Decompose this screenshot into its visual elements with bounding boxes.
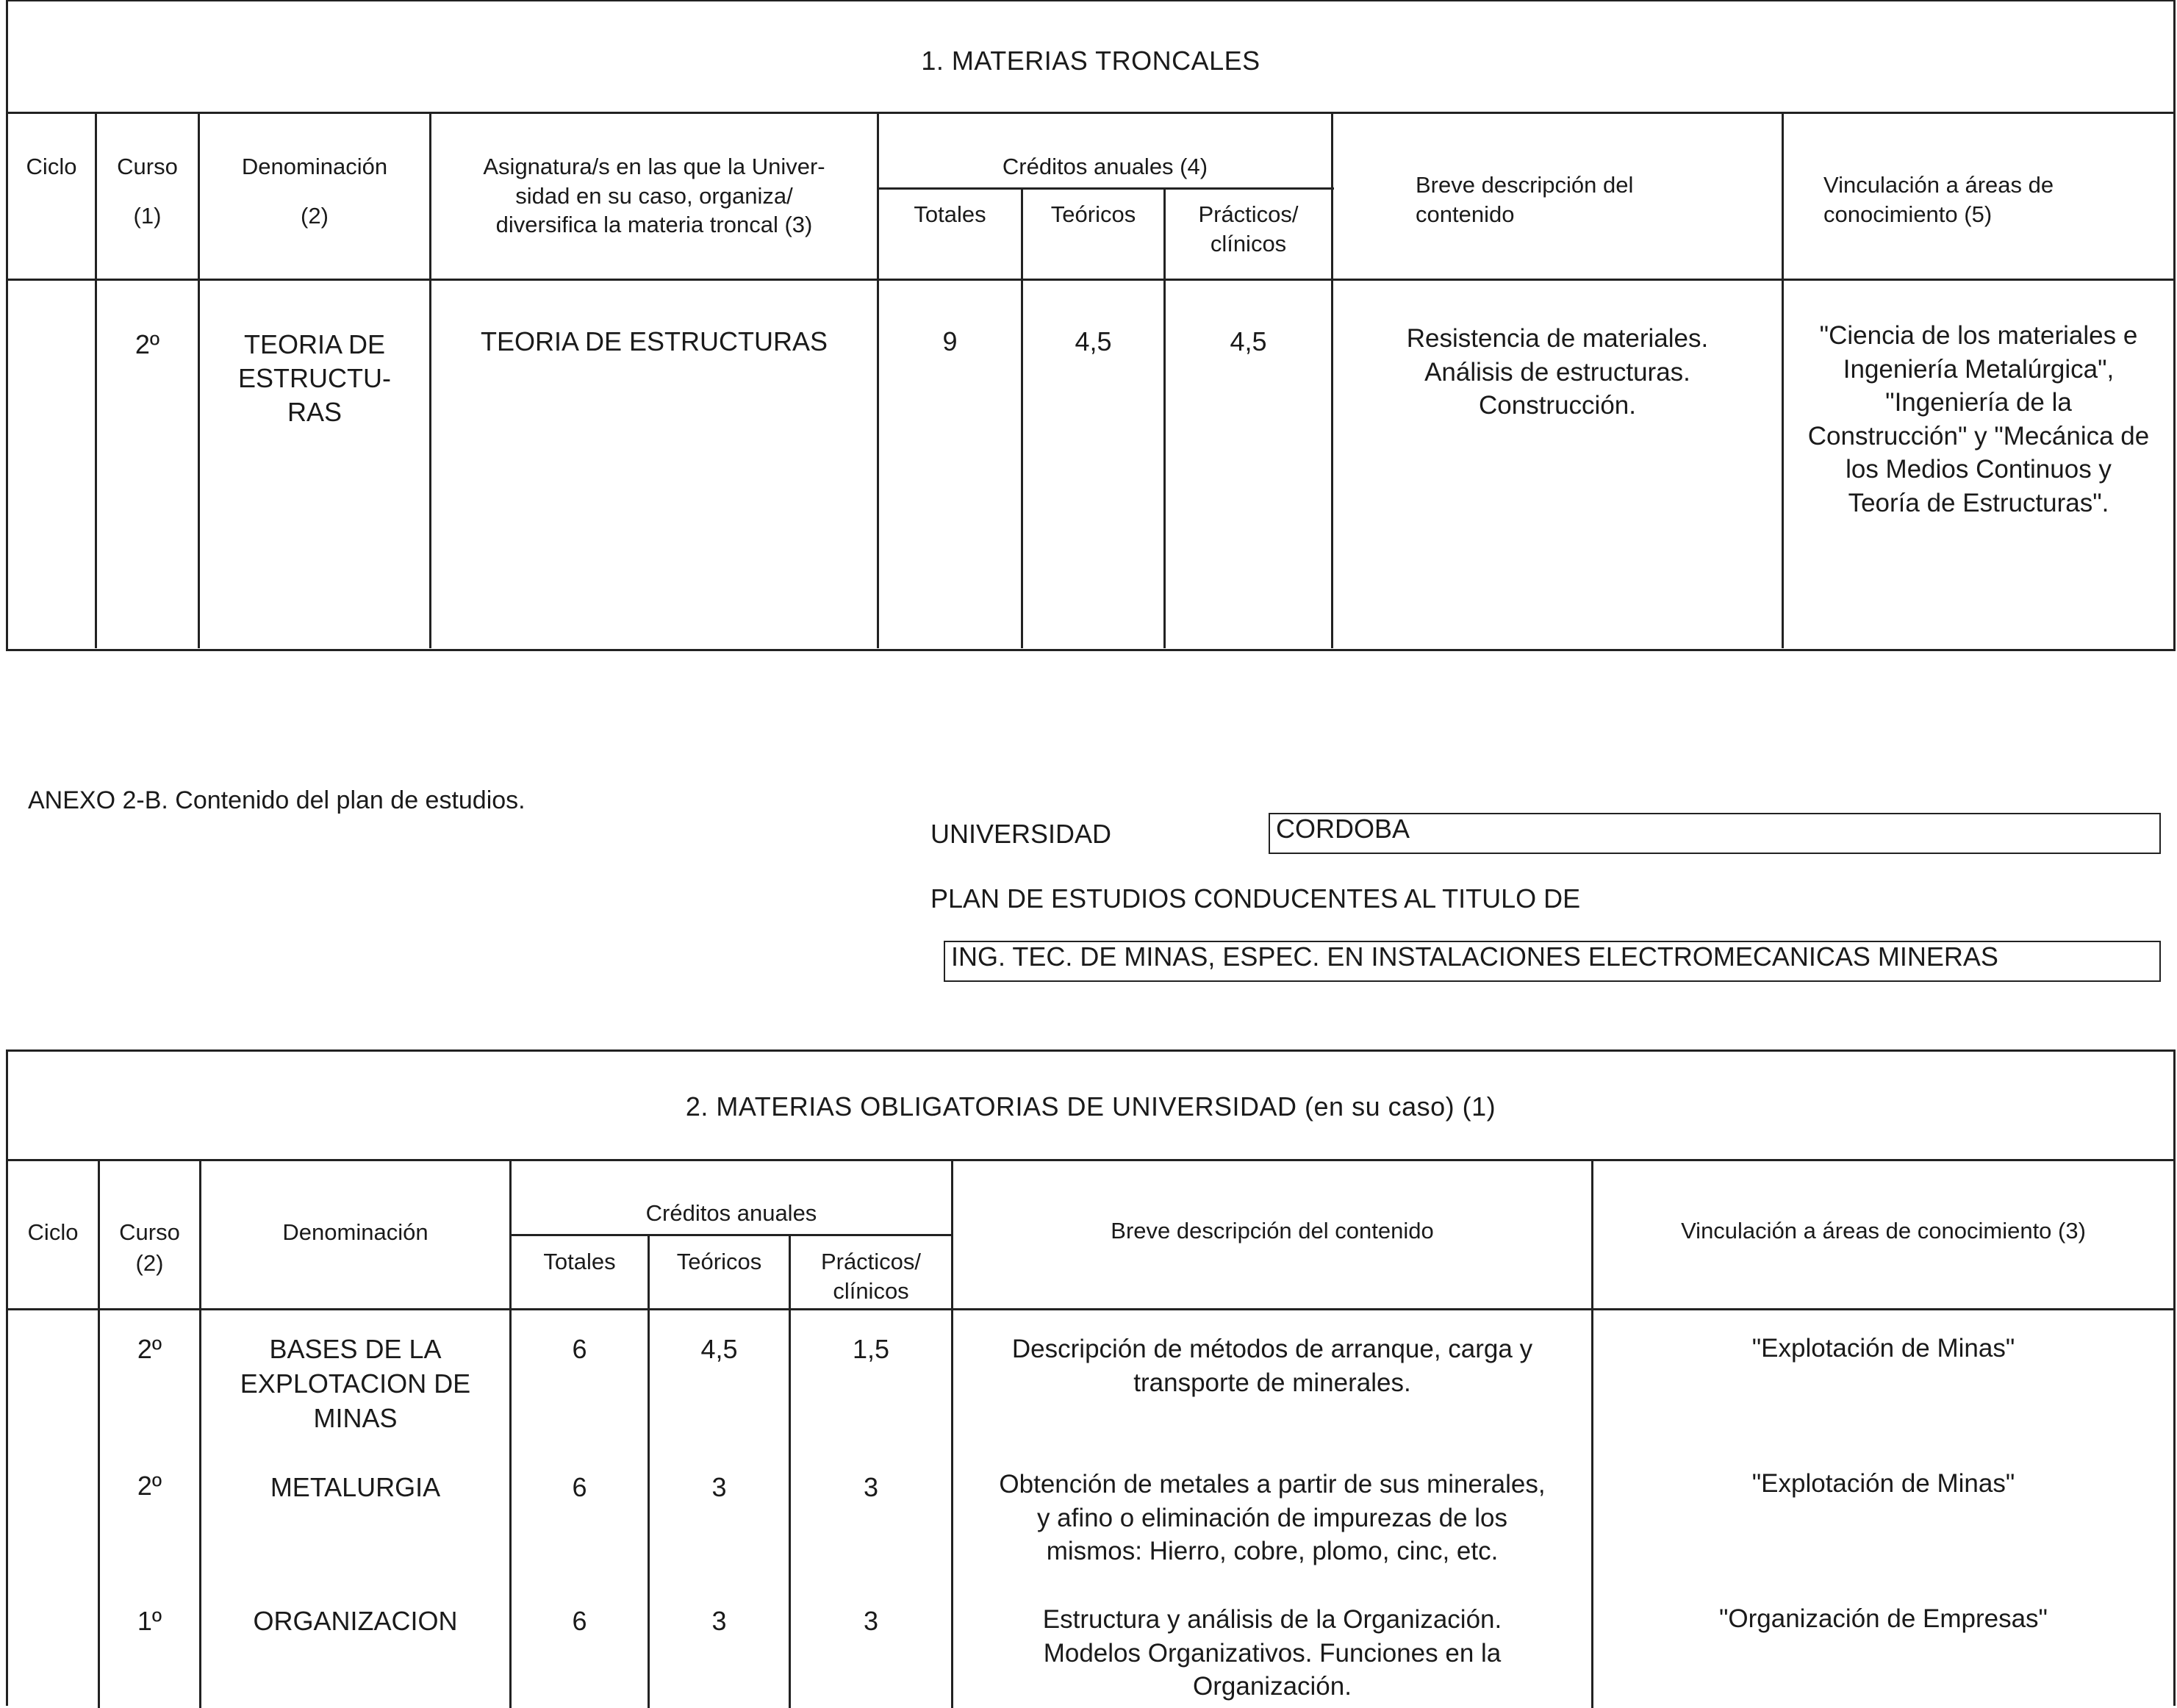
cell-descripcion xyxy=(1333,322,1782,423)
cell-line: mismos: Hierro, cobre, plomo, cinc, etc. xyxy=(1046,1537,1499,1565)
header-line: conocimiento (5) xyxy=(1823,201,1993,227)
header-curso: Curso xyxy=(119,1219,180,1245)
cell-curso: 2º xyxy=(137,1471,162,1501)
cell-practicos: 1,5 xyxy=(852,1334,890,1364)
header-ciclo: Ciclo xyxy=(27,1219,79,1245)
cell-line: EXPLOTACION DE xyxy=(240,1368,471,1399)
cell-line: "Ciencia de los materiales e xyxy=(1819,321,2138,350)
cell-vinculacion: "Organización de Empresas" xyxy=(1718,1604,2048,1633)
cell-totales: 9 xyxy=(942,326,958,356)
cell-curso: 2º xyxy=(135,329,160,359)
cell-line: TEORIA DE xyxy=(243,329,386,359)
cell-curso: 1º xyxy=(137,1606,162,1636)
divider xyxy=(8,112,2173,114)
cell-line: ORGANIZACION xyxy=(253,1606,458,1636)
universidad-label: UNIVERSIDAD xyxy=(930,819,1112,849)
table-title: 2. MATERIAS OBLIGATORIAS DE UNIVERSIDAD (en su caso) (1) xyxy=(685,1091,1496,1122)
divider xyxy=(509,1234,953,1236)
header-totales: Totales xyxy=(914,201,986,227)
cell-line: Resistencia de materiales. xyxy=(1406,324,1709,353)
cell-asignatura: TEORIA DE ESTRUCTURAS xyxy=(480,326,828,356)
divider xyxy=(1021,187,1023,648)
cell-practicos: 3 xyxy=(863,1472,879,1502)
cell-line: los Medios Continuos y xyxy=(1846,455,2112,484)
cell-line: ESTRUCTU- xyxy=(238,363,391,394)
header-vinculacion xyxy=(1823,171,2054,229)
table-title: 1. MATERIAS TRONCALES xyxy=(921,46,1260,76)
cell-vinculacion: "Explotación de Minas" xyxy=(1751,1334,2015,1363)
cell-line: Obtención de metales a partir de sus minerales, xyxy=(999,1470,1546,1499)
universidad-field: CORDOBA xyxy=(1269,813,2161,854)
header-line: Prácticos/ xyxy=(820,1249,922,1274)
cell-line: Ingeniería Metalúrgica", xyxy=(1843,354,2115,384)
header-line: Asignatura/s en las que la Univer- xyxy=(483,154,825,179)
header-denominacion: Denominación xyxy=(282,1219,428,1245)
header-line: sidad en su caso, organiza/ xyxy=(515,182,793,209)
cell-line: Estructura y análisis de la Organización. xyxy=(1042,1605,1502,1634)
header-practicos xyxy=(791,1247,951,1305)
header-curso: Curso xyxy=(117,154,178,179)
titulo-field: ING. TEC. DE MINAS, ESPEC. EN INSTALACIONES ELECTROMECANICAS MINERAS xyxy=(944,941,2161,982)
header-line: Prácticos/ xyxy=(1198,201,1299,227)
header-asignatura xyxy=(431,152,877,240)
divider xyxy=(877,187,1334,190)
cell-totales: 6 xyxy=(572,1606,587,1636)
cell-line: METALURGIA xyxy=(270,1472,441,1502)
header-line: diversifica la materia troncal (3) xyxy=(495,212,813,238)
header-denominacion: Denominación xyxy=(241,154,388,179)
header-creditos: Créditos anuales (4) xyxy=(1002,154,1208,179)
cell-line: "Ingeniería de la xyxy=(1885,388,2072,417)
header-totales: Totales xyxy=(543,1249,616,1274)
cell-descripcion xyxy=(953,1332,1591,1399)
cell-line: Modelos Organizativos. Funciones en la xyxy=(1043,1638,1502,1668)
cell-line: Teoría de Estructuras". xyxy=(1848,488,2109,517)
cell-totales: 6 xyxy=(572,1334,587,1364)
header-line: Vinculación a áreas de xyxy=(1823,172,2054,198)
cell-teoricos: 3 xyxy=(711,1472,727,1502)
header-descripcion: Breve descripción del contenido xyxy=(1111,1218,1434,1244)
cell-curso: 2º xyxy=(137,1334,162,1364)
cell-line: y afino o eliminación de impurezas de los xyxy=(1036,1503,1508,1532)
divider xyxy=(8,1159,2173,1161)
annex-label: ANEXO 2-B. Contenido del plan de estudios. xyxy=(28,786,526,814)
divider xyxy=(8,279,2173,281)
materias-obligatorias-table xyxy=(6,1049,2176,1706)
cell-descripcion xyxy=(953,1468,1591,1568)
cell-denominacion xyxy=(201,1332,509,1435)
cell-vinculacion: "Explotación de Minas" xyxy=(1751,1469,2015,1498)
header-descripcion xyxy=(1416,171,1633,229)
cell-line: Construcción" y "Mecánica de xyxy=(1807,421,2150,451)
header-creditos: Créditos anuales xyxy=(645,1200,817,1226)
cell-practicos: 4,5 xyxy=(1230,326,1267,356)
cell-vinculacion xyxy=(1784,319,2173,520)
cell-line: Organización. xyxy=(1193,1672,1352,1701)
cell-teoricos: 3 xyxy=(711,1606,727,1636)
header-teoricos: Teóricos xyxy=(676,1249,762,1274)
cell-practicos: 3 xyxy=(863,1606,879,1636)
cell-line: transporte de minerales. xyxy=(1133,1368,1411,1397)
header-line: contenido xyxy=(1416,201,1515,227)
materias-troncales-table xyxy=(6,0,2176,651)
header-vinculacion: Vinculación a áreas de conocimiento (3) xyxy=(1681,1218,2086,1244)
divider xyxy=(95,112,97,648)
cell-denominacion xyxy=(201,1471,509,1504)
header-curso-note: (2) xyxy=(135,1250,164,1276)
cell-line: MINAS xyxy=(313,1402,398,1433)
cell-denominacion xyxy=(201,1604,509,1638)
divider xyxy=(8,1308,2173,1310)
header-line: clínicos xyxy=(833,1277,909,1304)
cell-totales: 6 xyxy=(572,1472,587,1502)
cell-denominacion xyxy=(200,328,429,429)
cell-line: Análisis de estructuras. xyxy=(1424,357,1690,387)
cell-line: Descripción de métodos de arranque, carga y xyxy=(1011,1335,1533,1363)
header-teoricos: Teóricos xyxy=(1050,201,1136,227)
divider xyxy=(877,112,879,648)
header-ciclo: Ciclo xyxy=(26,154,77,179)
cell-line: BASES DE LA xyxy=(269,1334,442,1364)
cell-descripcion xyxy=(953,1603,1591,1704)
header-line: clínicos xyxy=(1210,230,1287,256)
header-line: Breve descripción del xyxy=(1416,172,1634,198)
cell-teoricos: 4,5 xyxy=(1075,326,1112,356)
cell-teoricos: 4,5 xyxy=(700,1334,738,1364)
header-denominacion-note: (2) xyxy=(301,203,329,229)
cell-line: Construcción. xyxy=(1479,391,1636,420)
header-practicos xyxy=(1166,200,1331,258)
cell-line: RAS xyxy=(287,397,342,428)
header-curso-note: (1) xyxy=(133,203,162,229)
plan-label: PLAN DE ESTUDIOS CONDUCENTES AL TITULO DE xyxy=(930,883,1581,914)
